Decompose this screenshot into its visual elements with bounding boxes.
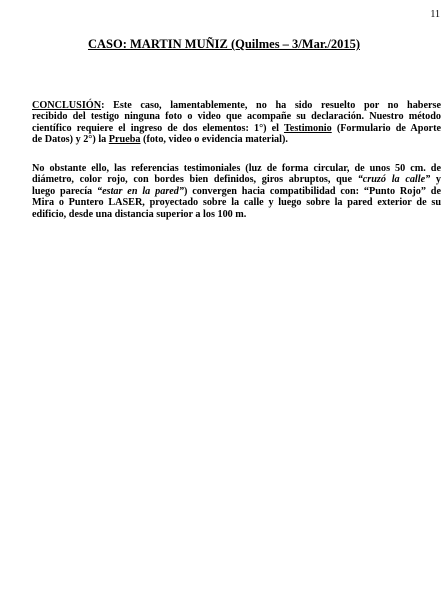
observation-line-3: [32, 186, 441, 197]
prueba-term: Prueba: [108, 134, 141, 146]
conclusion-line-3a: científico requiere el ingreso de dos elementos: 1°) el: [32, 122, 284, 134]
conclusion-line-1-text: : Este caso, lamentablemente, no ha sido resuelto por no haberse: [101, 100, 441, 111]
page-title: [0, 37, 448, 52]
conclusion-paragraph: [32, 100, 441, 146]
observation-line-1: No obstante ello, las referencias testimoniales (luz de forma circular, de unos 50 cm. de: [32, 163, 441, 174]
cruzo-quote: “cruzó la calle”: [357, 174, 431, 186]
conclusion-line-4: [32, 134, 441, 145]
conclusion-heading: CONCLUSIÓN: [32, 100, 102, 111]
observation-line-2a: diámetro, color rojo, con bordes bien definidos, giros abruptos, que: [32, 174, 358, 186]
conclusion-line-3: [32, 123, 441, 134]
conclusion-line-4b: (foto, video o evidencia material).: [140, 134, 288, 146]
conclusion-line-3b: (Formulario de Aporte: [331, 122, 441, 134]
page-number: 11: [430, 9, 440, 20]
observation-paragraph: [32, 163, 441, 220]
conclusion-line-1: [32, 100, 441, 111]
observation-line-2b: y: [430, 174, 442, 186]
estar-quote: “estar en la pared”: [96, 185, 184, 197]
observation-line-3b: ) convergen hacia compatibilidad con: “Punto Rojo” de: [184, 185, 441, 197]
conclusion-line-2: recibido del testigo ninguna foto o video que acompañe su declaración. Nuestro método: [32, 111, 441, 123]
testimonio-term: Testimonio: [283, 122, 332, 134]
observation-line-2: [32, 174, 441, 185]
conclusion-line-4a: de Datos) y 2°) la: [32, 134, 109, 146]
observation-line-5: edificio, desde una distancia superior a los 100 m.: [32, 208, 247, 220]
observation-line-3a: luego parecía: [32, 185, 97, 197]
observation-line-4: Mira o Puntero LASER, proyectado sobre la calle y luego sobre la pared exterior de su: [32, 197, 441, 209]
case-title: CASO: MARTIN MUÑIZ (Quilmes – 3/Mar./2015): [87, 37, 360, 51]
